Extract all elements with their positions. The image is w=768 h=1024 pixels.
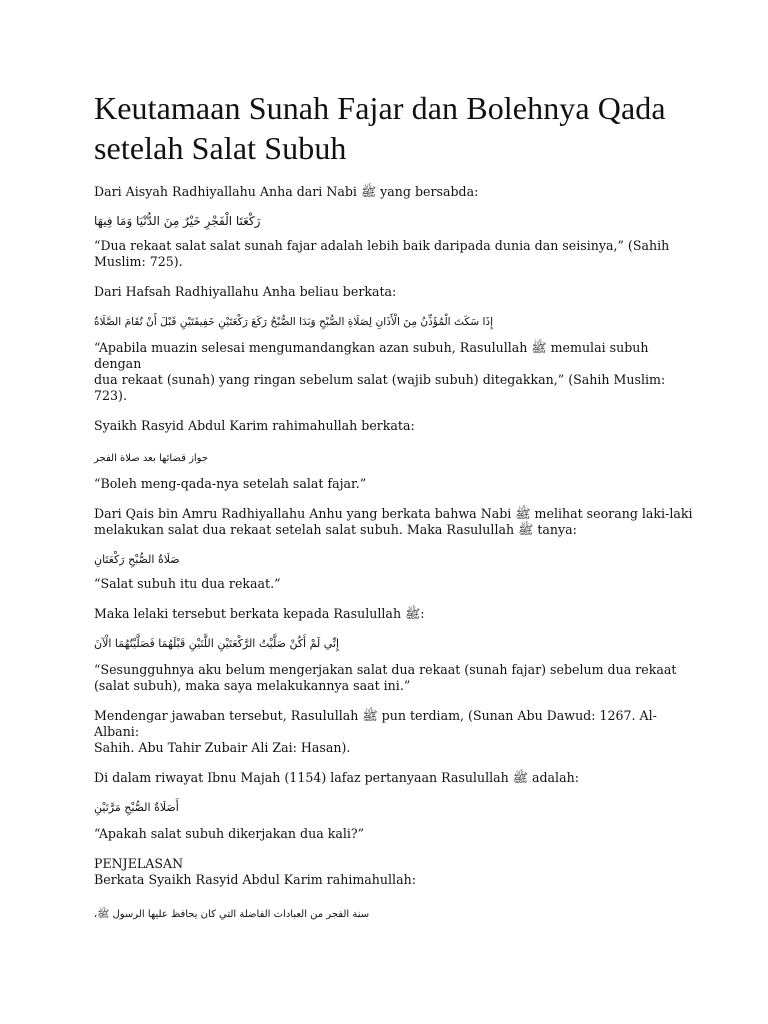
arabic-hadith-5-row: [94, 796, 694, 814]
arabic-hadith-2: إِذَا سَكَتَ الْمُؤَذِّنُ مِنَ الْأَذَانِ لِصَلَاةِ الصُّبْحِ وَبَدَا الصُّبْحُ رَكَعَ رَكْعَتَيْنِ خَفِيفَتَيْنِ قَبْلَ أَنْ تُقَامَ الصَّلَاةُ: [94, 316, 494, 328]
arabic-hadith-4-row: [94, 632, 694, 650]
arabic-explanation: سنة الفجر من العبادات الفاضلة التي كان يحافظ عليها الرسول ﷺ،: [94, 909, 370, 920]
page-title: Keutamaan Sunah Fajar dan Bolehnya Qada setelah Salat Subuh: [94, 90, 666, 166]
arabic-hadith-1-row: [94, 210, 694, 228]
document-page: [94, 88, 694, 920]
paragraph-translation-2: “Apabila muazin selesai mengumandangkan azan subuh, Rasulullah ﷺ memulai subuh dengan dua rekaat (sunah) yang ringan sebelum salat (wajib subuh) ditegakkan,” (Sahih Muslim: 723).: [94, 340, 666, 403]
paragraph-translation-5: “Sesungguhnya aku belum mengerjakan salat dua rekaat (sunah fajar) sebelum dua rekaat (salat subuh), maka saya melakukannya saat ini.”: [94, 662, 677, 693]
arabic-quote-1: جواز قضائها بعد صلاة الفجر: [94, 453, 209, 464]
paragraph-translation-3: “Boleh meng-qada-nya setelah salat fajar.”: [94, 476, 367, 491]
paragraph-translation-4: “Salat subuh itu dua rekaat.”: [94, 576, 281, 591]
arabic-hadith-3-row: [94, 548, 694, 566]
paragraph-translation-1: “Dua rekaat salat salat sunah fajar adalah lebih baik daripada dunia dan seisinya,” (Sahih Muslim: 725).: [94, 238, 670, 269]
arabic-explanation-row: [94, 902, 694, 920]
paragraph-hafsah-intro: Dari Hafsah Radhiyallahu Anha beliau berkata:: [94, 284, 397, 299]
paragraph-penjelasan: PENJELASAN Berkata Syaikh Rasyid Abdul Karim rahimahullah:: [94, 856, 416, 887]
paragraph-translation-6: “Apakah salat subuh dikerjakan dua kali?”: [94, 826, 365, 841]
paragraph-aisyah-intro: Dari Aisyah Radhiyallahu Anha dari Nabi ﷺ yang bersabda:: [94, 184, 479, 199]
paragraph-man-speaks: Maka lelaki tersebut berkata kepada Rasulullah ﷺ:: [94, 606, 425, 621]
paragraph-silence: Mendengar jawaban tersebut, Rasulullah ﷺ pun terdiam, (Sunan Abu Dawud: 1267. Al-Albani: Sahih. Abu Tahir Zubair Ali Zai: Hasan).: [94, 708, 657, 755]
paragraph-qais-intro: Dari Qais bin Amru Radhiyallahu Anhu yang berkata bahwa Nabi ﷺ melihat seorang laki-laki melakukan salat dua rekaat setelah salat subuh. Maka Rasulullah ﷺ tanya:: [94, 506, 693, 537]
arabic-quote-1-row: [94, 446, 694, 464]
arabic-hadith-5: أَصَلَاةُ الصُّبْحِ مَرَّتَيْنِ: [94, 801, 179, 814]
paragraph-ibnu-majah: Di dalam riwayat Ibnu Majah (1154) lafaz pertanyaan Rasulullah ﷺ adalah:: [94, 770, 579, 785]
arabic-hadith-4: إِنِّي لَمْ أَكُنْ صَلَّيْتُ الرَّكْعَتَيْنِ اللَّتَيْنِ قَبْلَهُمَا فَصَلَّيْتُهُمَا الْآنَ: [94, 637, 340, 650]
arabic-hadith-1: رَكْعَتَا الْفَجْرِ خَيْرٌ مِنَ الدُّنْيَا وَمَا فِيهَا: [94, 214, 261, 228]
paragraph-syaikh-intro: Syaikh Rasyid Abdul Karim rahimahullah berkata:: [94, 418, 415, 433]
arabic-hadith-2-row: [94, 310, 694, 328]
arabic-hadith-3: صَلَاةُ الصُّبْحِ رَكْعَتَانِ: [94, 553, 180, 566]
